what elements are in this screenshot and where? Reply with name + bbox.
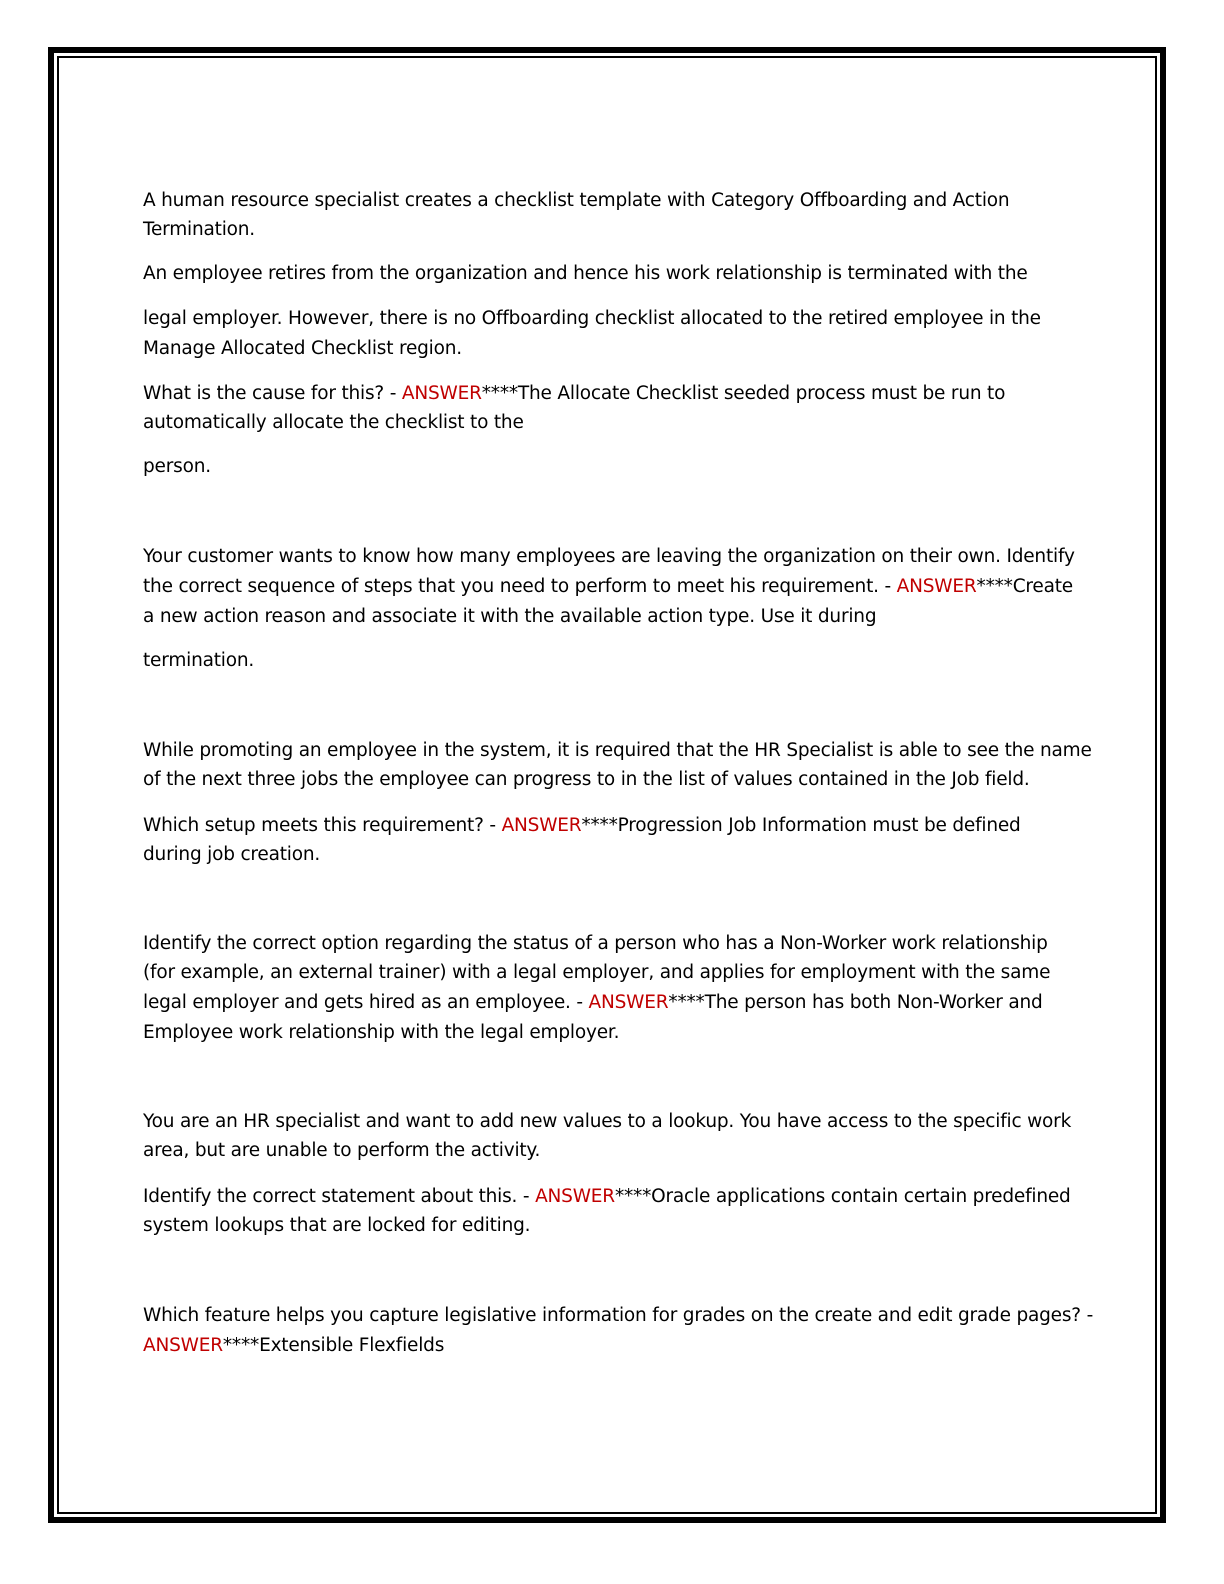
q1-answer-text: ****The Allocate Checklist seeded process must be run to xyxy=(481,383,1006,404)
q1-line-8: person. xyxy=(143,456,211,477)
q3-answer-text: ****Progression Job Information must be defined xyxy=(581,815,1021,836)
q5-line-1: You are an HR specialist and want to add new values to a lookup. You have access to the specific work xyxy=(143,1111,1072,1132)
q3-line-4: during job creation. xyxy=(143,844,321,865)
q1-line-4: legal employer. However, there is no Offboarding checklist allocated to the retired employee in the xyxy=(143,308,1041,329)
q3-question-tail: Which setup meets this requirement? - xyxy=(143,815,502,836)
q2-line-4: termination. xyxy=(143,650,255,671)
q1-answer-line xyxy=(143,379,1078,409)
q4-question-tail: legal employer and gets hired as an employee. - xyxy=(143,992,589,1013)
q1-line-7: automatically allocate the checklist to the xyxy=(143,412,524,433)
answer-label: ANSWER xyxy=(588,992,669,1013)
answer-label: ANSWER xyxy=(143,1335,223,1356)
answer-label: ANSWER xyxy=(535,1186,615,1207)
q4-line-1: Identify the correct option regarding the status of a person who has a Non-Worker work relationship xyxy=(143,933,1048,954)
q6-answer-line xyxy=(143,1331,1078,1361)
q2-answer-line xyxy=(143,572,1078,602)
q1-line-1: A human resource specialist creates a checklist template with Category Offboarding and Action xyxy=(143,190,1010,211)
q5-line-2: area, but are unable to perform the activity. xyxy=(143,1140,541,1161)
q4-answer-text: ****The person has both Non-Worker and xyxy=(668,992,1043,1013)
q4-line-2: (for example, an external trainer) with a legal employer, and applies for employment with the same xyxy=(143,962,1051,983)
q5-line-4: system lookups that are locked for editing. xyxy=(143,1215,531,1236)
answer-label: ANSWER xyxy=(401,383,482,404)
q2-question-tail: the correct sequence of steps that you need to perform to meet his requirement. - xyxy=(143,576,897,597)
q1-line-2: Termination. xyxy=(143,219,255,240)
q1-line-5: Manage Allocated Checklist region. xyxy=(143,338,462,359)
q3-line-2: of the next three jobs the employee can progress to in the list of values contained in the Job field. xyxy=(143,769,1030,790)
q5-answer-text: ****Oracle applications contain certain predefined xyxy=(614,1186,1071,1207)
q5-answer-line xyxy=(143,1182,1078,1212)
q6-line-1: Which feature helps you capture legislative information for grades on the create and edit grade pages? - xyxy=(143,1305,1094,1326)
q2-line-3: a new action reason and associate it with the available action type. Use it during xyxy=(143,606,877,627)
q3-line-1: While promoting an employee in the system, it is required that the HR Specialist is able to see the name xyxy=(143,740,1092,761)
answer-label: ANSWER xyxy=(896,576,977,597)
q2-line-1: Your customer wants to know how many employees are leaving the organization on their own. Identify xyxy=(143,546,1075,567)
q3-answer-line xyxy=(143,811,1078,841)
q4-answer-line xyxy=(143,988,1078,1018)
q2-answer-text: ****Create xyxy=(976,576,1073,597)
answer-label: ANSWER xyxy=(501,815,582,836)
q6-answer-text: ****Extensible Flexfields xyxy=(222,1335,445,1356)
q4-line-4: Employee work relationship with the legal employer. xyxy=(143,1022,620,1043)
q1-line-3: An employee retires from the organization and hence his work relationship is terminated with the xyxy=(143,263,1028,284)
q5-question-tail: Identify the correct statement about this. - xyxy=(143,1186,536,1207)
q1-question-tail: What is the cause for this? - xyxy=(143,383,402,404)
